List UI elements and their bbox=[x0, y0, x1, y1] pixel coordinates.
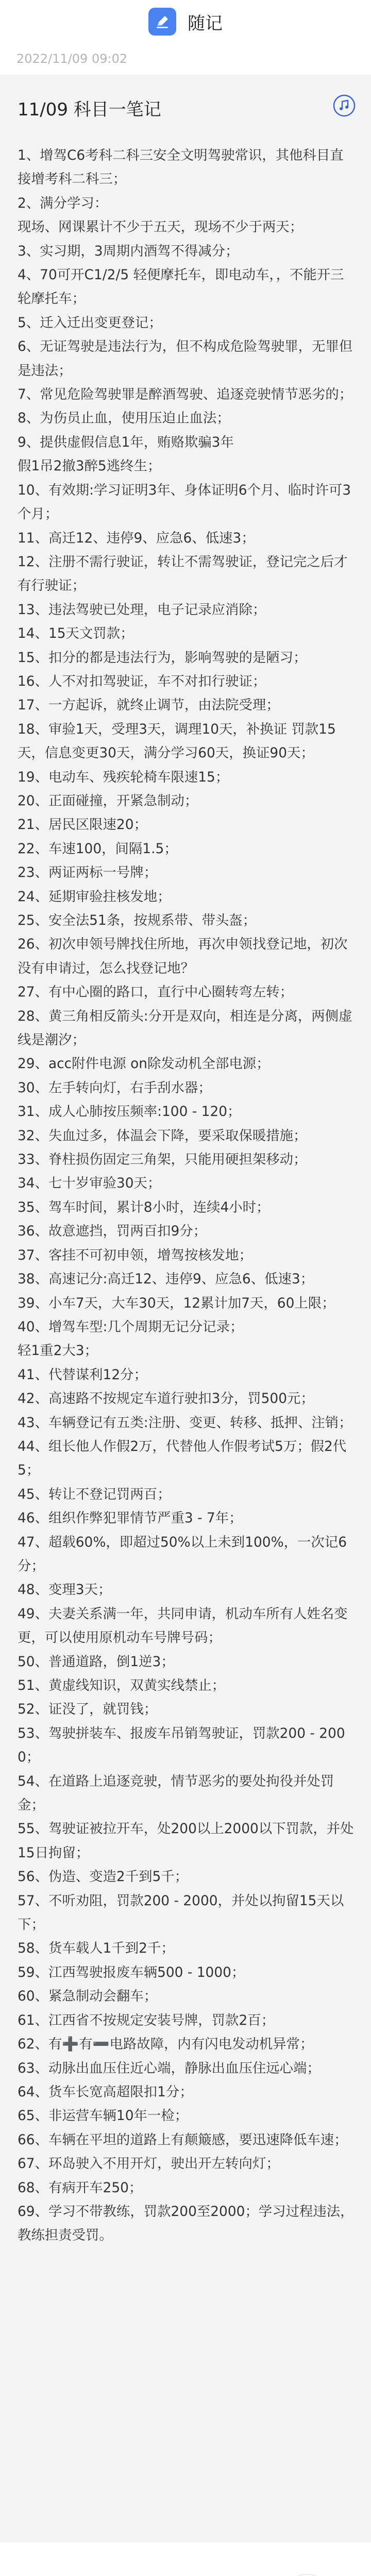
note-title-row bbox=[0, 75, 371, 137]
app-name: 随记 bbox=[188, 13, 223, 34]
app-header bbox=[0, 0, 371, 43]
note-date: 2022/11/09 09:02 bbox=[16, 52, 128, 66]
note-title: 11/09 科目一笔记 bbox=[18, 99, 161, 120]
note-card bbox=[0, 75, 371, 2543]
note-body: 1、增驾C6考科二科三安全文明驾驶常识，其他科目直接增考科二科三； 2、满分学习： 现场、网课累计不少于五天，现场不少于两天； 3、实习期，3周期内酒驾不得减分； 4、70可开C1/2/5 轻便摩托车，即电动车，，不能开三轮摩托车； 5、迁入迁出变更登记； 6、无证驾驶是违法行为，但不构成危险驾驶罪，无罪但是违法； 7、常见危险驾驶罪是醉酒驾驶、追逐竞驶情节恶劣的； 8、为伤员止血，使用压迫止血法； 9、提供虚假信息1年，贿赂欺骗3年 假1吊2撤3醉5逃终生； 10、有效期:学习证明3年、身体证明6个月、临时许可3个月； 11、高迁12、违停9、应急6、低速3； 12、注册不需行驶证，转让不需驾驶证，登记完之后才有行驶证； 13、违法驾驶已处理，电子记录应消除； 14、15天文罚款； 15、扣分的都是违法行为，影响驾驶的是陋习； 16、人不对扣驾驶证，车不对扣行驶证； 17、一方起诉，就终止调节，由法院受理； 18、审验1天，受理3天，调理10天，补换证 罚款15天，信息变更30天，满分学习60天，换证90天； 19、电动车、残疾轮椅车限速15； 20、正面碰撞，开紧急制动； 21、居民区限速20； 22、车速100，间隔1.5； 23、两证两标一号牌； 24、延期审验拄核发地； 25、安全法51条，按规系带、带头盔； 26、初次申领号牌找住所地，再次申领找登记地，初次没有申请过，怎么找登记地？ 27、有中心圈的路口，直行中心圈转弯左转； 28、黄三角相反箭头:分开是双向，相连是分离，两侧虚线是潮汐； 29、acc附件电源 on除发动机全部电源； 30、左手转向灯，右手刮水器； 31、成人心肺按压频率:100 - 120； 32、失血过多，体温会下降，要采取保暖措施； 33、脊柱损伤固定三角架，只能用硬担架移动； 34、七十岁审验30天； 35、驾车时间，累计8小时，连续4小时； 36、故意遮挡，罚两百扣9分； 37、客挂不可初申领，增驾按核发地； 38、高速记分:高迁12、违停9、应急6、低速3； 39、小车7天，大车30天，12累计加7天，60上限； 40、增驾车型:几个周期无记分记录； 轻1重2大3； 41、代替谋利12分； 42、高速路不按规定车道行驶扣3分，罚500元； 43、车辆登记有五类:注册、变更、转移、抵押、注销； 44、组长他人作假2万，代替他人作假考试5万；假2代5； 45、转让不登记罚两百； 46、组织作弊犯罪情节严重3 - 7年； 47、超载60%，即超过50%以上未到100%，一次记6分； 48、变理3天； 49、夫妻关系满一年，共同申请，机动车所有人姓名变更，可以使用原机动车号牌号码； 50、普通道路，倒1逆3； 51、黄虚线知识，双黄实线禁止； 52、证没了，就罚钱； 53、驾驶拼装车、报废车吊销驾驶证，罚款200 - 2000； 54、在道路上追逐竞驶，情节恶劣的要处拘役并处罚金； 55、驾驶证被拉开车，处200以上2000以下罚款，并处15日拘留； 56、伪造、变造2千到5千； 57、不听劝阻，罚款200 - 2000，并处以拘留15天以下； 58、货车载人1千到2千； 59、江西驾驶报废车辆500 - 1000； 60、紧急制动会翻车； 61、江西省不按规定安装号牌，罚款2百； 62、有➕有➖电路故障，内有闪电发动机异常； 63、动脉出血压住近心端，静脉出血压住远心端； 64、货车长宽高超限扣1分； 65、非运营车辆10年一检； 66、车辆在平坦的道路上有颠簸感，要迅速降低车速； 67、环岛驶入不用开灯，驶出开左转向灯； 68、有病开车250； 69、学习不带教练，罚款200至2000；学习过程违法，教练担责受罚。 bbox=[18, 147, 354, 2244]
qr-code-icon bbox=[278, 2574, 335, 2576]
pencil-note-icon bbox=[148, 8, 176, 36]
music-note-icon[interactable] bbox=[333, 94, 356, 117]
